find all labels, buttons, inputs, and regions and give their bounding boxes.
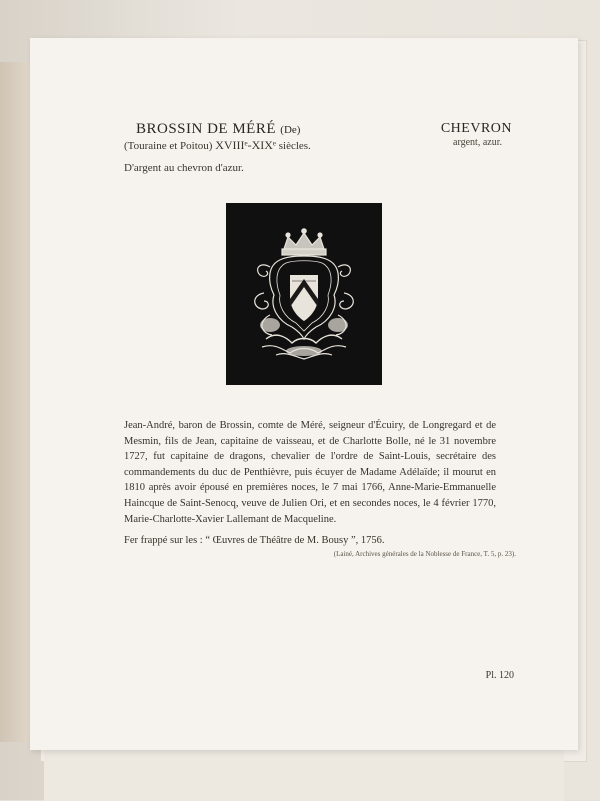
page-title <box>136 121 300 138</box>
provenance-note: Fer frappé sur les : “ Œuvres de Théâtre de M. Bousy ”, 1756. <box>124 535 385 546</box>
coat-of-arms-plate <box>226 203 382 385</box>
plate-number: Pl. 120 <box>485 670 514 681</box>
heraldic-category: CHEVRON <box>440 121 512 136</box>
blazon-text: D'argent au chevron d'azur. <box>124 162 244 174</box>
centuries-label: XVIIIᵉ-XIXᵉ <box>215 138 276 152</box>
page-subtitle <box>124 138 311 153</box>
family-particle: (De) <box>280 124 301 136</box>
coat-of-arms-engraving <box>226 203 382 385</box>
family-name: BROSSIN DE MÉRÉ <box>136 121 277 137</box>
region-label: (Touraine et Poitou) <box>124 140 213 152</box>
biography-paragraph: Jean-André, baron de Brossin, comte de Méré, seigneur d'Écuiry, de Longregard et de Mesmin, fils de Jean, capitaine de vaisseau, et de Charlotte Bolle, né le 31 novembre 1727, fut capitaine de dragons, chevalier de l'ordre de Saint-Louis, secrétaire des commandements du duc de Penthièvre, puis écuyer de Madame Adélaïde; il mourut en 1810 après avoir épousé en premières noces, le 7 mai 1766, Anne-Marie-Emmanuelle Haincque de Saint-Senocq, veuve de Julien Ori, et en secondes noces, le 4 février 1770, Marie-Charlotte-Xavier Lallemant de Macqueline. <box>124 420 496 525</box>
centuries-suffix: siècles. <box>278 140 311 152</box>
source-citation: (Lainé, Archives générales de la Noblesse de France, T. 5, p. 23). <box>333 550 516 558</box>
tinctures-label: argent, azur. <box>453 137 502 148</box>
